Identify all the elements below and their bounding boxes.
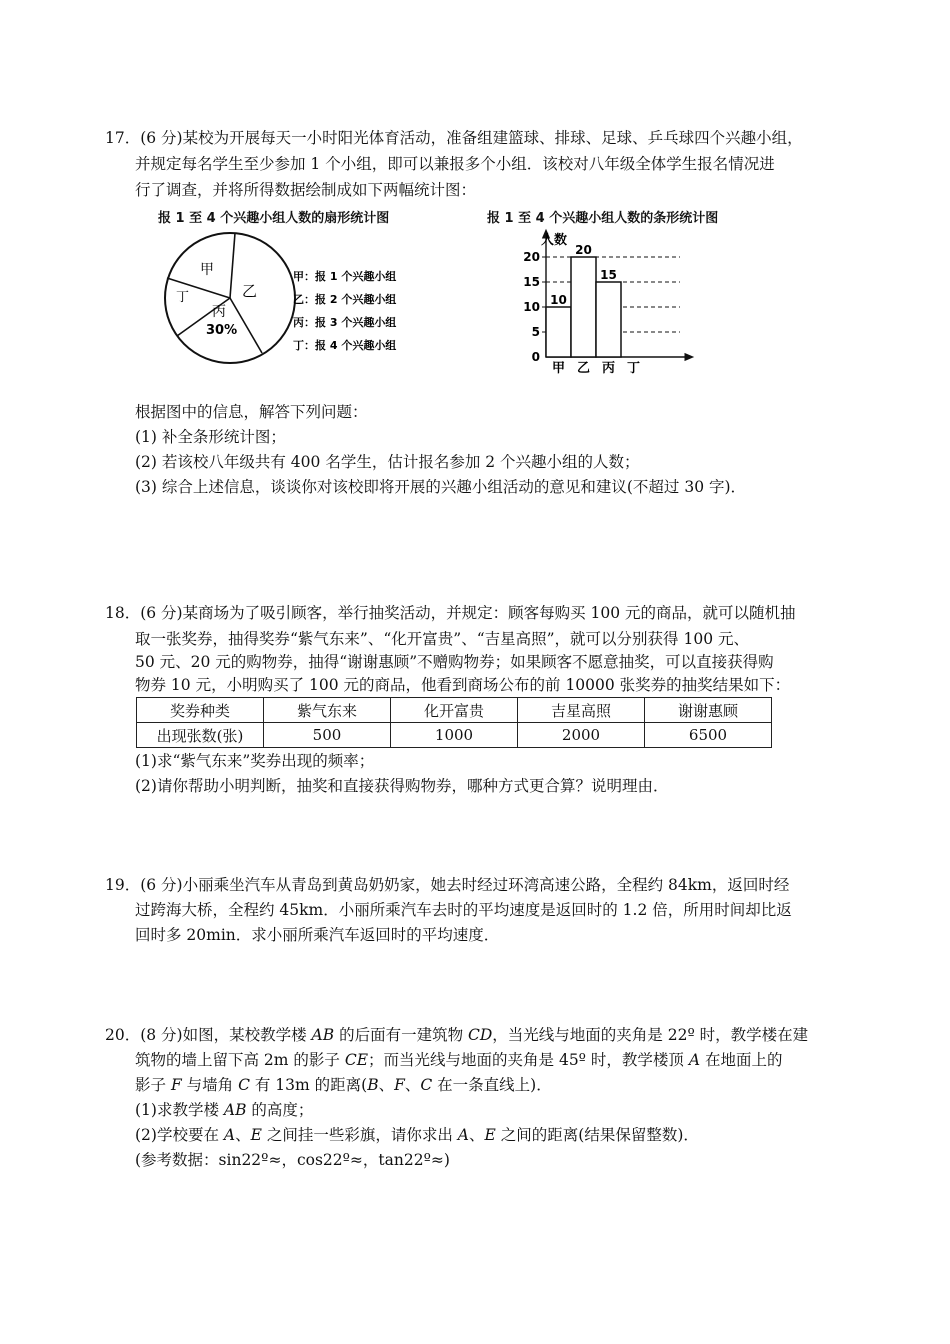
pie-legend-2: 乙：报 2 个兴趣小组 [293,293,397,306]
table-row [137,698,772,723]
q20-line-1: 20．(8 分)如图，某校教学楼 AB 的后面有一建筑物 CD，当光线与地面的夹角是 22º 时，教学楼在建 [105,1026,809,1044]
table-row [137,723,772,748]
pie-label-percent: 30% [206,323,238,338]
y-tick-label: 20 [523,250,540,264]
pie-label-bing: 丙 [212,304,226,320]
pie-chart-title: 报 1 至 4 个兴趣小组人数的扇形统计图 [158,211,390,226]
pie-legend-4: 丁：报 4 个兴趣小组 [293,339,397,352]
q17-sub-1: (1) 补全条形统计图； [135,428,286,446]
x-tick-label: 甲 [551,361,566,376]
bar-chart [505,225,705,380]
q20-reference: (参考数据：sin22º≈，cos22º≈，tan22º≈) [135,1151,450,1169]
table-cell: 2000 [518,723,645,748]
q17-line-1: 17．(6 分)某校为开展每天一小时阳光体育活动，准备组建篮球、排球、足球、乒乓球四个兴趣小组， [105,129,803,147]
x-tick-label: 丙 [601,361,616,376]
bar-value-label: 10 [550,293,567,307]
table-cell: 6500 [645,723,772,748]
pie-legend-3: 丙：报 3 个兴趣小组 [293,316,397,329]
y-axis-label: 人数 [541,233,568,248]
y-tick-label: 0 [531,350,540,364]
q17-intro: 根据图中的信息，解答下列问题： [135,403,368,421]
y-tick-label: 5 [531,325,540,339]
q18-line-1: 18．(6 分)某商场为了吸引顾客，举行抽奖活动，并规定：顾客每购买 100 元的商品，就可以随机抽 [105,604,796,622]
table-cell: 500 [264,723,391,748]
prize-table [136,697,772,748]
q18-line-2: 取一张奖券，抽得奖券“紫气东来”、“化开富贵”、“吉星高照”，就可以分别获得 100 元、 [135,630,749,648]
bar-chart-title: 报 1 至 4 个兴趣小组人数的条形统计图 [487,211,719,226]
y-tick-label: 15 [523,275,540,289]
q17-line-3: 行了调查，并将所得数据绘制成如下两幅统计图： [135,181,477,199]
pie-divider-top [230,233,235,298]
q20-sub-1: (1)求教学楼 AB 的高度； [135,1101,314,1119]
q20-line-2: 筑物的墙上留下高 2m 的影子 CE；而当光线与地面的夹角是 45º 时，教学楼顶 A 在地面上的 [135,1051,783,1069]
pie-label-ding: 丁 [176,290,190,305]
table-cell: 谢谢惠顾 [645,698,772,723]
q19-line-3: 回时多 20min．求小丽所乘汽车返回时的平均速度． [135,926,500,944]
q19-line-2: 过跨海大桥，全程约 45km．小丽所乘汽车去时的平均速度是返回时的 1.2 倍，所用时间却比返 [135,901,792,919]
q18-line-4: 物券 10 元，小明购买了 100 元的商品，他看到商场公布的前 10000 张奖券的抽奖结果如下： [135,676,791,694]
q17-sub-3: (3) 综合上述信息，谈谈你对该校即将开展的兴趣小组活动的意见和建议(不超过 30 字)． [135,478,747,496]
table-cell: 奖券种类 [137,698,264,723]
pie-legend-1: 甲：报 1 个兴趣小组 [293,270,397,283]
pie-chart [160,228,430,378]
bar [571,257,596,357]
table-cell: 紫气东来 [264,698,391,723]
q20-line-3: 影子 F 与墙角 C 有 13m 的距离(B、F、C 在一条直线上)． [135,1076,552,1094]
y-tick-label: 10 [523,300,540,314]
pie-label-jia: 甲 [200,262,214,278]
bar [546,307,571,357]
table-cell: 吉星高照 [518,698,645,723]
q18-sub-1: (1)求“紫气东来”奖券出现的频率； [135,752,375,770]
table-cell: 出现张数(张) [137,723,264,748]
bar [596,282,621,357]
pie-label-yi: 乙 [242,282,258,300]
bar-value-label: 20 [575,243,592,257]
table-cell: 化开富贵 [391,698,518,723]
bar-value-label: 15 [600,268,617,282]
q18-line-3: 50 元、20 元的购物券，抽得“谢谢惠顾”不赠购物券；如果顾客不愿意抽奖，可以直接获得购 [135,653,774,671]
q18-sub-2: (2)请你帮助小明判断，抽奖和直接获得购物券，哪种方式更合算？说明理由． [135,777,669,795]
q17-line-2: 并规定每名学生至少参加 1 个小组，即可以兼报多个小组．该校对八年级全体学生报名情况进 [135,155,775,173]
q17-sub-2: (2) 若该校八年级共有 400 名学生，估计报名参加 2 个兴趣小组的人数； [135,453,640,471]
q20-sub-2: (2)学校要在 A、E 之间挂一些彩旗，请你求出 A、E 之间的距离(结果保留整数)． [135,1126,699,1144]
q19-line-1: 19．(6 分)小丽乘坐汽车从青岛到黄岛奶奶家，她去时经过环湾高速公路，全程约 84km，返回时经 [105,876,790,894]
x-tick-label: 乙 [576,361,591,376]
table-cell: 1000 [391,723,518,748]
x-tick-label: 丁 [626,361,641,376]
